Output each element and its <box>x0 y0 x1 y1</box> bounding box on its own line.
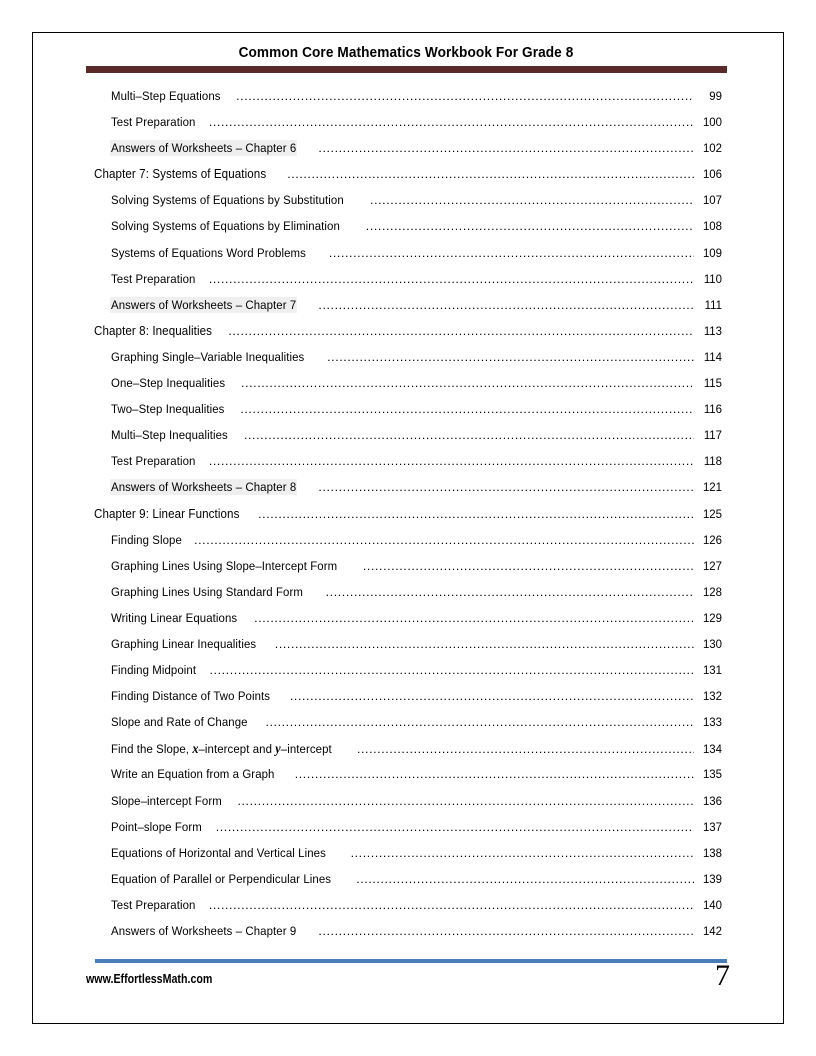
toc-entry-label: Writing Linear Equations <box>111 610 238 625</box>
toc-entry[interactable] <box>33 898 783 924</box>
toc-entry-label: Multi–Step Equations <box>111 89 221 103</box>
header-divider-rule <box>86 66 727 73</box>
toc-leader-dots <box>209 899 694 912</box>
toc-leader-dots <box>318 142 694 155</box>
toc-leader-dots <box>363 560 694 573</box>
toc-leader-dots <box>258 508 694 521</box>
toc-entry[interactable] <box>33 272 783 298</box>
toc-entry-page-number: 108 <box>702 219 722 234</box>
toc-entry-label: Test Preparation <box>111 454 196 469</box>
toc-entry[interactable] <box>33 533 783 559</box>
toc-entry[interactable] <box>33 820 783 846</box>
toc-entry-page-number: 102 <box>702 141 722 156</box>
toc-entry-page-number: 116 <box>703 402 722 417</box>
toc-leader-dots <box>254 612 694 625</box>
toc-leader-dots <box>287 168 694 181</box>
toc-entry[interactable] <box>33 794 783 820</box>
toc-entry-page-number: 117 <box>703 428 722 443</box>
toc-entry-page-number: 125 <box>702 506 722 521</box>
toc-leader-dots <box>237 795 694 808</box>
toc-entry-label: Finding Slope <box>111 532 182 547</box>
toc-entry-label: Test Preparation <box>111 115 196 130</box>
toc-leader-dots <box>318 481 694 494</box>
toc-entry-page-number: 142 <box>702 924 722 938</box>
toc-entry[interactable] <box>33 767 783 793</box>
toc-leader-dots <box>357 743 694 756</box>
toc-entry[interactable] <box>33 611 783 637</box>
toc-entry[interactable] <box>33 454 783 480</box>
toc-entry-page-number: 139 <box>702 871 722 886</box>
toc-entry-label: Graphing Linear Inequalities <box>111 636 257 651</box>
toc-leader-dots <box>209 455 694 468</box>
toc-entry-page-number: 133 <box>702 715 722 730</box>
toc-entry-label: Multi–Step Inequalities <box>111 428 228 443</box>
toc-leader-dots <box>351 847 694 860</box>
toc-entry-page-number: 110 <box>703 271 722 286</box>
toc-entry-label: Chapter 8: Inequalities <box>94 323 213 338</box>
toc-entry[interactable] <box>33 846 783 872</box>
page-title: Common Core Mathematics Workbook For Grade 8 <box>238 45 574 61</box>
toc-entry-page-number: 118 <box>703 454 722 469</box>
toc-entry[interactable] <box>33 89 783 115</box>
toc-entry[interactable] <box>33 872 783 898</box>
toc-entry-page-number: 126 <box>702 532 722 547</box>
toc-entry-label: Test Preparation <box>111 897 196 912</box>
toc-entry[interactable] <box>33 402 783 428</box>
toc-leader-dots <box>370 194 694 207</box>
toc-leader-dots <box>265 716 694 729</box>
toc-leader-dots <box>209 116 694 129</box>
toc-entry-label: Two–Step Inequalities <box>111 402 225 417</box>
running-header <box>86 45 726 61</box>
toc-entry-label: Finding Midpoint <box>111 663 197 678</box>
toc-entry-label: Point–slope Form <box>111 819 202 834</box>
toc-leader-dots <box>366 220 694 233</box>
toc-entry-label: Graphing Single–Variable Inequalities <box>111 349 305 364</box>
toc-entry-label: Answers of Worksheets – Chapter 8 <box>111 480 297 495</box>
toc-entry[interactable] <box>33 741 783 767</box>
toc-entry[interactable] <box>33 428 783 454</box>
footer-divider-rule <box>95 959 727 963</box>
toc-entry-label: Graphing Lines Using Slope–Intercept Form <box>111 558 338 573</box>
toc-entry-label: Slope–intercept Form <box>111 793 222 808</box>
toc-entry-label: Answers of Worksheets – Chapter 6 <box>111 141 297 156</box>
table-of-contents <box>33 89 783 950</box>
toc-entry-page-number: 99 <box>709 89 722 103</box>
toc-entry-page-number: 132 <box>702 689 722 704</box>
toc-leader-dots <box>295 768 694 781</box>
toc-entry-label: Equations of Horizontal and Vertical Lines <box>111 845 326 860</box>
toc-leader-dots <box>228 325 694 338</box>
footer-page-number: 7 <box>715 959 730 992</box>
toc-leader-dots <box>241 377 694 390</box>
toc-leader-dots <box>318 925 694 938</box>
toc-entry-label: Test Preparation <box>111 271 196 286</box>
toc-entry[interactable] <box>33 115 783 141</box>
toc-entry-page-number: 140 <box>702 897 722 912</box>
toc-entry-page-number: 115 <box>703 376 722 391</box>
toc-entry-label: Answers of Worksheets – Chapter 7 <box>111 297 297 312</box>
toc-entry[interactable] <box>33 298 783 324</box>
toc-leader-dots <box>194 534 694 547</box>
toc-entry[interactable] <box>33 480 783 506</box>
toc-leader-dots <box>210 664 694 677</box>
toc-leader-dots <box>318 299 694 312</box>
page-frame <box>32 32 784 1024</box>
toc-entry-page-number: 127 <box>702 558 722 573</box>
toc-entry[interactable] <box>33 193 783 219</box>
toc-entry-page-number: 111 <box>704 297 722 312</box>
toc-entry-label: Solving Systems of Equations by Substitution <box>111 193 344 208</box>
toc-leader-dots <box>290 690 694 703</box>
toc-entry-label: Systems of Equations Word Problems <box>111 245 306 260</box>
toc-entry-label: Equation of Parallel or Perpendicular Lines <box>111 871 332 886</box>
toc-entry-label: Graphing Lines Using Standard Form <box>111 584 303 599</box>
toc-entry[interactable] <box>33 715 783 741</box>
math-variable: y <box>275 741 281 757</box>
toc-entry[interactable] <box>33 246 783 272</box>
toc-entry-label: Chapter 9: Linear Functions <box>94 506 240 521</box>
toc-entry-label: Chapter 7: Systems of Equations <box>94 167 267 182</box>
toc-entry-page-number: 134 <box>702 742 722 757</box>
toc-entry-label: Answers of Worksheets – Chapter 9 <box>111 924 297 938</box>
toc-entry[interactable] <box>33 689 783 715</box>
toc-leader-dots <box>244 429 694 442</box>
toc-entry[interactable] <box>33 559 783 585</box>
toc-entry[interactable] <box>33 350 783 376</box>
toc-entry-label: Find the Slope, x–intercept and y–intercept <box>111 741 332 757</box>
toc-entry-page-number: 107 <box>702 193 722 208</box>
footer-website: www.EffortlessMath.com <box>86 971 213 986</box>
toc-leader-dots <box>216 821 694 834</box>
toc-entry[interactable] <box>33 167 783 193</box>
toc-entry[interactable] <box>33 924 783 950</box>
toc-entry-page-number: 128 <box>702 584 722 599</box>
toc-entry-page-number: 113 <box>703 323 722 338</box>
toc-entry[interactable] <box>33 637 783 663</box>
toc-entry-page-number: 135 <box>702 767 722 782</box>
toc-leader-dots <box>329 247 694 260</box>
toc-entry[interactable] <box>33 585 783 611</box>
toc-leader-dots <box>356 873 694 886</box>
toc-entry[interactable] <box>33 663 783 689</box>
toc-entry-label: Solving Systems of Equations by Elimination <box>111 219 340 234</box>
toc-entry-page-number: 114 <box>703 349 722 364</box>
toc-entry-page-number: 137 <box>702 819 722 834</box>
toc-entry[interactable] <box>33 324 783 350</box>
toc-entry-page-number: 109 <box>702 245 722 260</box>
toc-entry-page-number: 106 <box>702 167 722 182</box>
toc-leader-dots <box>209 273 694 286</box>
toc-leader-dots <box>240 403 694 416</box>
page-content <box>33 33 783 1023</box>
toc-entry[interactable] <box>33 219 783 245</box>
toc-entry-page-number: 131 <box>702 663 722 678</box>
toc-entry[interactable] <box>33 507 783 533</box>
toc-entry[interactable] <box>33 376 783 402</box>
toc-entry-page-number: 136 <box>702 793 722 808</box>
toc-entry-page-number: 129 <box>702 610 722 625</box>
toc-entry-label: Write an Equation from a Graph <box>111 767 275 782</box>
toc-entry[interactable] <box>33 141 783 167</box>
toc-entry-label: Slope and Rate of Change <box>111 715 248 730</box>
toc-entry-page-number: 130 <box>702 636 722 651</box>
toc-entry-label: Finding Distance of Two Points <box>111 689 271 704</box>
toc-leader-dots <box>275 638 694 651</box>
toc-leader-dots <box>327 351 694 364</box>
toc-entry-label: One–Step Inequalities <box>111 376 226 391</box>
toc-leader-dots <box>236 90 694 103</box>
math-variable: x <box>192 741 199 757</box>
toc-entry-page-number: 121 <box>702 480 722 495</box>
toc-entry-page-number: 100 <box>702 115 722 130</box>
toc-entry-page-number: 138 <box>702 845 722 860</box>
toc-leader-dots <box>326 586 694 599</box>
